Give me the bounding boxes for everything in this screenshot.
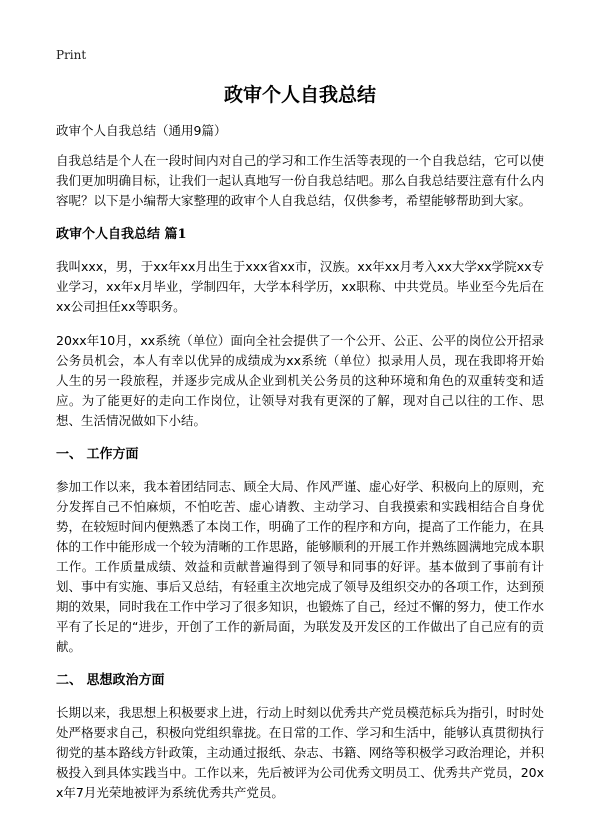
paragraph-work: 参加工作以来，我本着团结同志、顾全大局、作风严谨、虚心好学、积极向上的原则，充分发挥自己不怕麻烦，不怕吃苦、虚心请教、主动学习、自我摸索和实践相结合自身优势，在较短时间内便熟悉了本岗工作，明确了工作的程序和方向，提高了工作能力，在具体的工作中能形成一个较为清晰的工作思路，能够顺利的开展工作并熟练圆满地完成本职工作。工作质量成绩、效益和贡献普遍得到了领导和同事的好评。基本做到了事前有计划、事中有实施、事后又总结，有轻重主次地完成了领导及组织交办的各项工作，达到预期的效果，同时我在工作中学习了很多知识，也锻炼了自己，经过不懈的努力，使工作水平有了长足的“进步，开创了工作的新局面，为联发及开发区的工作做出了自己应有的贡献。: [56, 479, 544, 654]
page-title: 政审个人自我总结: [223, 84, 376, 106]
paragraph-personal-info: 我叫xxx，男，于xx年xx月出生于xxx省xx市，汉族。xx年xx月考入xx大学xx学院xx专业学习，xx年x月毕业，学制四年，大学本科学历，xx职称、中共党员。毕业至今先后在xx公司担任xx等职务。: [56, 259, 544, 314]
paragraph-political: 长期以来，我思想上积极要求上进，行动上时刻以优秀共产党员模范标兵为指引，时时处处严格要求自己，积极向党组织靠拢。在日常的工作、学习和生活中，能够认真贯彻执行彻党的基本路线方针政策，主动通过报纸、杂志、书籍、网络等积极学习政治理论，并积极投入到具体实践当中。工作以来，先后被评为公司优秀文明员工、优秀共产党员，20xx年7月光荣地被评为系统优秀共产党员。: [56, 705, 544, 800]
print-link[interactable]: Print: [56, 48, 87, 62]
heading-work: 一、 工作方面: [56, 447, 139, 462]
document-subtitle: 政审个人自我总结（通用9篇）: [56, 123, 227, 138]
intro-paragraph: 自我总结是个人在一段时间内对自己的学习和工作生活等表现的一个自我总结，它可以使我们更加明确目标，让我们一起认真地写一份自我总结吧。那么自我总结要注意有什么内容呢？以下是小编帮大家整理的政审个人自我总结，仅供参考，希望能够帮助到大家。: [56, 153, 544, 208]
paragraph-background: 20xx年10月，xx系统（单位）面向全社会提供了一个公开、公正、公平的岗位公开招录公务员机会，本人有幸以优异的成绩成为xx系统（单位）拟录用人员，现在我即将开始人生的另一段旅程，并逐步完成从企业到机关公务员的这种环境和角色的双重转变和适应。为了能更好的走向工作岗位，让领导对我有更深的了解，现对自己以往的工作、思想、生活情况做如下小结。: [56, 333, 544, 428]
section-title: 政审个人自我总结 篇1: [56, 227, 187, 242]
heading-political: 二、 思想政治方面: [56, 673, 165, 688]
